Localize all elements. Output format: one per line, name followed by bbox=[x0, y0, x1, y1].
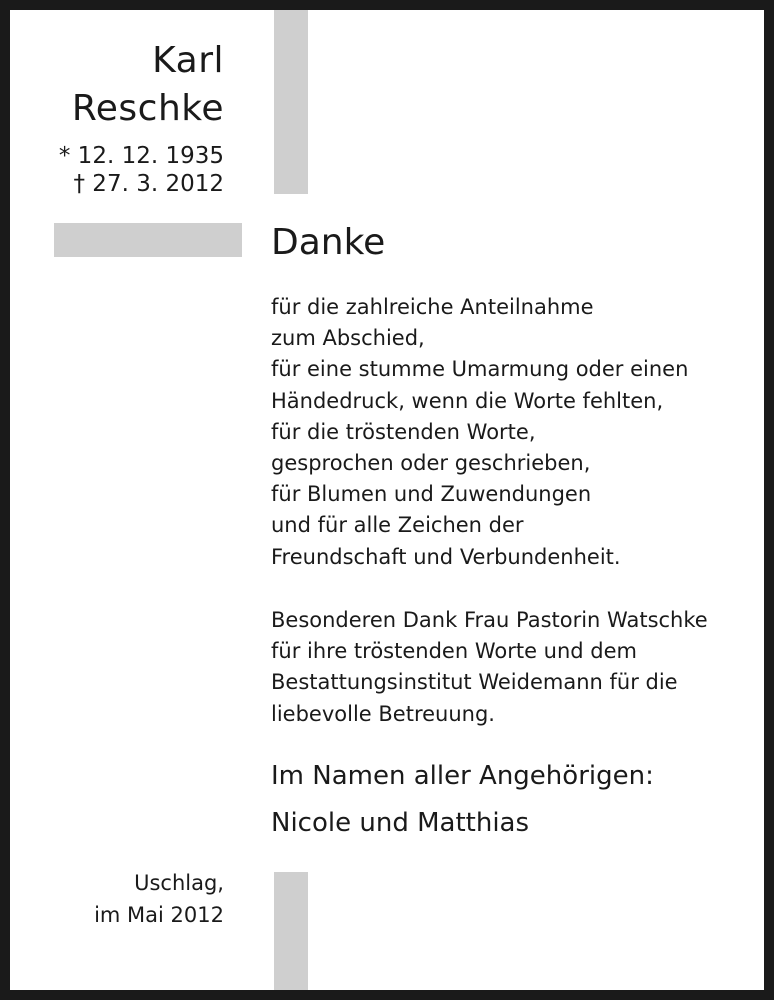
last-name: Reschke bbox=[71, 88, 224, 129]
place: Uschlag, bbox=[134, 871, 224, 895]
special-thanks-line: für ihre tröstenden Worte und dem bbox=[271, 639, 637, 664]
thanks-line: und für alle Zeichen der bbox=[271, 513, 524, 538]
decorative-bar-middle bbox=[54, 223, 242, 257]
thanks-line: für Blumen und Zuwendungen bbox=[271, 482, 592, 507]
special-thanks-line: Besonderen Dank Frau Pastorin Watschke bbox=[271, 608, 708, 632]
death-date: † 27. 3. 2012 bbox=[73, 171, 224, 197]
thanks-paragraph bbox=[271, 292, 688, 573]
decorative-bar-bottom bbox=[274, 872, 308, 1000]
thanks-line: Freundschaft und Verbundenheit. bbox=[271, 544, 621, 569]
closing-line: Im Namen aller Angehörigen: bbox=[271, 761, 654, 791]
birth-date: * 12. 12. 1935 bbox=[58, 143, 224, 169]
thanks-line: zum Abschied, bbox=[271, 326, 425, 351]
thanks-line: für die tröstenden Worte, bbox=[271, 419, 536, 444]
heading-danke: Danke bbox=[271, 222, 386, 263]
special-thanks-line: Bestattungsinstitut Weidemann für die bbox=[271, 670, 678, 695]
signatories: Nicole und Matthias bbox=[271, 808, 530, 838]
date-of-notice: im Mai 2012 bbox=[94, 903, 224, 927]
thanks-line: Händedruck, wenn die Worte fehlten, bbox=[271, 388, 664, 413]
decorative-bar-top bbox=[274, 10, 308, 194]
thanks-line: für die zahlreiche Anteilnahme bbox=[271, 295, 594, 319]
thanks-line: gesprochen oder geschrieben, bbox=[271, 451, 591, 476]
special-thanks-paragraph bbox=[271, 605, 708, 730]
first-name: Karl bbox=[152, 40, 224, 81]
special-thanks-line: liebevolle Betreuung. bbox=[271, 701, 495, 726]
thanks-line: für eine stumme Umarmung oder einen bbox=[271, 357, 689, 382]
